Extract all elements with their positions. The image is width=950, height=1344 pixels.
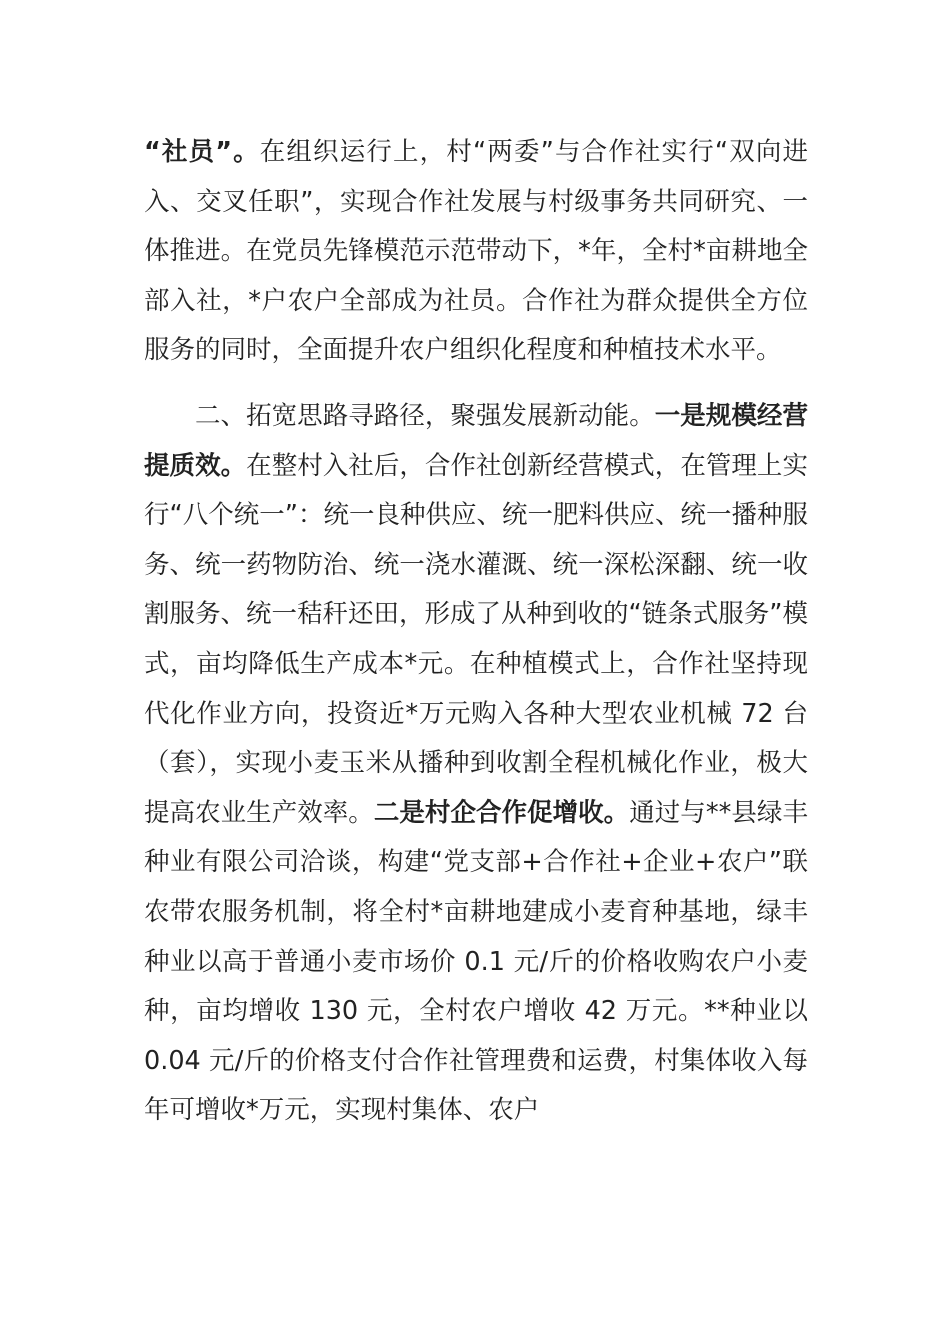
subpoint-text-1: 在整村入社后，合作社创新经营模式，在管理上实行“八个统一”：统一良种供应、统一肥料供应、统一播种服务、统一药物防治、统一浇水灌溉、统一深松深翻、统一收割服务、统一秸秆还田，形成了从种到收的“链条式服务”模式，亩均降低生产成本*元。在种植模式上，合作社坚持现代化作业方向，投资近*万元购入各种大型农业机械 72 台（套），实现小麦玉米从播种到收割全程机械化作业，极大提高农业生产效率。: [144, 450, 808, 828]
subpoint-heading-2: 二是村企合作促增收。: [373, 797, 630, 828]
section-heading-2: 二、拓宽思路寻路径，聚强发展新动能。: [195, 400, 655, 431]
subpoint-heading-1: 一是规模经营提质效。: [144, 400, 808, 481]
document-body: [144, 128, 808, 1136]
paragraph-1-text: 在组织运行上，村“两委”与合作社实行“双向进入、交叉任职”，实现合作社发展与村级事务共同研究、一体推进。在党员先锋模范示范带动下，*年，全村*亩耕地全部入社，*户农户全部成为社员。合作社为群众提供全方位服务的同时，全面提升农户组织化程度和种植技术水平。: [144, 137, 808, 366]
paragraph-1-bold-lead: “社员”。: [144, 137, 260, 167]
subpoint-text-2: 通过与**县绿丰种业有限公司洽谈，构建“党支部+合作社+企业+农户”联农带农服务机制，将全村*亩耕地建成小麦育种基地，绿丰种业以高于普通小麦市场价 0.1 元/斤的价格收购农户小麦种，亩均增收 130 元，全村农户增收 42 万元。**种业以 0.04 元/斤的价格支付合作社管理费和运费，村集体收入每年可增收*万元，实现村集体、农户: [144, 797, 808, 1126]
paragraph-2: [144, 392, 808, 1136]
paragraph-1: [144, 128, 808, 376]
